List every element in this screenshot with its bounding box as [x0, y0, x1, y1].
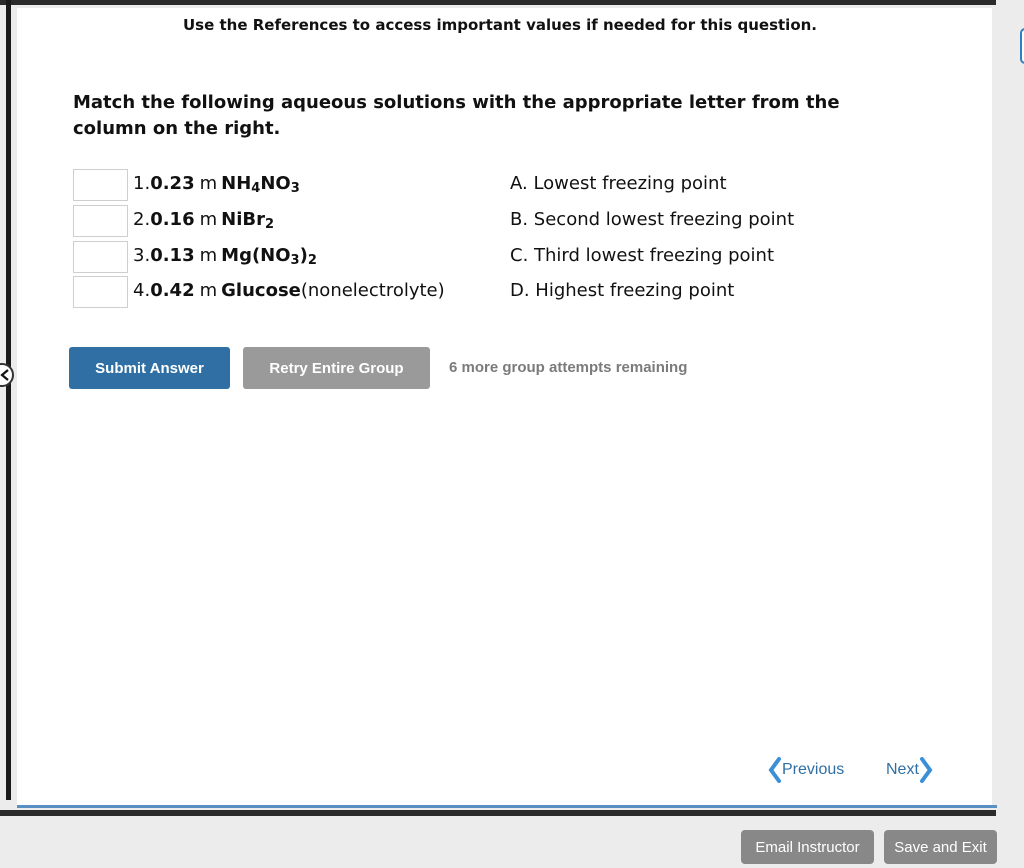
previous-label: Previous [782, 761, 845, 778]
matching-row [73, 204, 833, 238]
chevron-right-icon [919, 757, 933, 783]
save-and-exit-button[interactable]: Save and Exit [884, 830, 997, 864]
next-label: Next [886, 761, 919, 778]
answer-input-4[interactable] [73, 276, 128, 308]
attempts-remaining: 6 more group attempts remaining [449, 359, 688, 376]
matching-row [73, 168, 833, 202]
previous-button[interactable] [768, 756, 844, 784]
retry-group-button[interactable]: Retry Entire Group [243, 347, 430, 389]
question-prompt: Match the following aqueous solutions with the appropriate letter from the column on the right. [73, 92, 840, 139]
next-button[interactable] [886, 756, 933, 784]
collapse-arrow-icon[interactable] [0, 363, 14, 387]
answer-input-1[interactable] [73, 169, 128, 201]
submit-answer-button[interactable]: Submit Answer [69, 347, 230, 389]
choice-b: B. Second lowest freezing point [510, 209, 795, 230]
bottom-bar [0, 810, 996, 816]
answer-input-3[interactable] [73, 241, 128, 273]
left-rail [6, 0, 11, 800]
matching-row [73, 275, 833, 309]
matching-row [73, 240, 833, 274]
answer-input-2[interactable] [73, 205, 128, 237]
top-bar [0, 0, 996, 5]
choice-a: A. Lowest freezing point [510, 173, 727, 194]
solution-label: 1.0.23 m $NH_4NO_3$ [133, 173, 300, 196]
panel-divider [17, 805, 997, 808]
choice-d: D. Highest freezing point [510, 280, 735, 301]
solution-label: 3.0.13 m $Mg(NO_3)_2$ [133, 245, 317, 268]
solution-label: 2.0.16 m NiBr$_2$ [133, 209, 275, 232]
choice-c: C. Third lowest freezing point [510, 245, 775, 266]
references-notice: Use the References to access important values if needed for this question. [183, 16, 817, 34]
email-instructor-button[interactable]: Email Instructor [741, 830, 874, 864]
chevron-left-icon [768, 757, 782, 783]
solution-label: 4.0.42 m Glucose(nonelectrolyte) [133, 280, 445, 301]
side-tab[interactable] [1020, 28, 1024, 64]
